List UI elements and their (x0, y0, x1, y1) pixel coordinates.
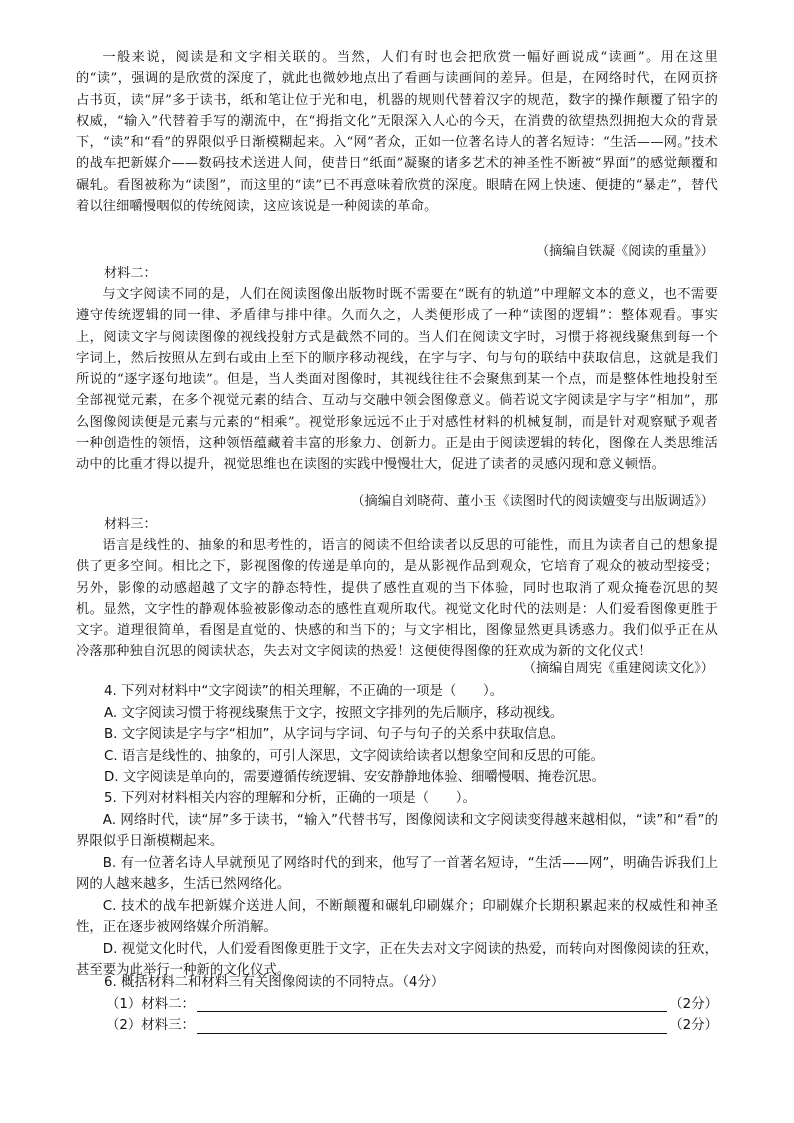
material-two-body: 与文字阅读不同的是，人们在阅读图像出版物时既不需要在“既有的轨道”中理解文本的意义，也不需要遵守传统逻辑的同一律、矛盾律与排中律。久而久之，人类便形成了一种“读图的逻辑”：整体观看。事实上，阅读文字与阅读图像的视线投射方式是截然不同的。当人们在阅读文字时，习惯于将视线聚焦到每一个字词上，然后按照从左到右或由上至下的顺序移动视线，在字与字、句与句的联结中获取信息，这就是我们所说的“逐字逐句地读”。但是，当人类面对图像时，其视线往往不会聚焦到某一个点，而是整体性地投射至全部视觉元素，在多个视觉元素的结合、互动与交融中领会图像意义。倘若说文字阅读是字与字“相加”，那么图像阅读便是元素与元素的“相乘”。视觉形象远远不止于对感性材料的机械复制，而是针对观察赋予观者一种创造性的领悟，这种领悟蕴藏着丰富的形象力、创新力。正是由于阅读逻辑的转化，图像在人类思维活动中的比重才得以提升，视觉思维也在读图的实践中慢慢壮大，促进了读者的灵感闪现和意义顿悟。 (76, 287, 718, 473)
question-5-option-d[interactable]: D. 视觉文化时代，人们爱看图像更胜于文字，正在失去对文字阅读的热爱，而转向对图像阅读的狂欢，甚至要为此举行一种新的文化仪式。 (76, 941, 718, 978)
material-three-body: 语言是线性的、抽象的和思考性的，语言的阅读不但给读者以反思的可能性，而且为读者自己的想象提供了更多空间。相比之下，影视图像的传递是单向的，是从影视作品到观众，它培育了观众的被动型接受；另外，影像的动感超越了文字的静态特性，提供了感性直观的当下体验，同时也取消了观众掩卷沉思的契机。显然，文字性的静观体验被影像动态的感性直观所取代。视觉文化时代的法则是：人们爱看图像更胜于文字。道理很简单，看图是直觉的、快感的和当下的；与文字相比，图像显然更具诱惑力。我们似乎正在从冷落那种独自沉思的阅读状态，失去对文字阅读的热爱！这便使得图像的狂欢成为新的文化仪式！ (76, 538, 718, 660)
question-5-stem: 5. 下列对材料相关内容的理解和分析，正确的一项是（ ）。 (104, 791, 476, 806)
question-4 (76, 681, 718, 789)
part-1-answer-line[interactable] (197, 995, 667, 1012)
question-4-option-a[interactable]: A. 文字阅读习惯于将视线聚焦于文字，按照文字排列的先后顺序，移动视线。 (104, 705, 564, 721)
material-three-heading: 材料三： (104, 517, 157, 532)
question-5 (76, 788, 718, 982)
question-6-stem: 6. 概括材料二和材料三有关图像阅读的不同特点。（4分） (104, 975, 445, 990)
material-two-heading: 材料二： (104, 266, 157, 281)
material-two-source: （摘编自刘晓荷、董小玉《读图时代的阅读嬗变与出版调适》） (351, 494, 714, 509)
material-one-body: 一般来说，阅读是和文字相关联的。当然，人们有时也会把欣赏一幅好画说成“读画”。用在这里的“读”，强调的是欣赏的深度了，就此也微妙地点出了看画与读画间的差异。但是，在网络时代，在网页挤占书页，读“屏”多于读书，纸和笔让位于光和电，机器的规则代替着汉字的规范，数字的操作颠覆了铅字的权威，“输入”代替着手写的潮流中，在“拇指文化”无限深入人心的今天，在消费的欲望热烈拥抱大众的背景下，“读”和“看”的界限似乎日渐模糊起来。入“网”者众，正如一位著名诗人的著名短诗：“生活——网。”技术的战车把新媒介——数码技术送进人间，使昔日“纸面”凝聚的诸多艺术的神圣性不断被“界面”的感觉颠覆和碾轧。看图被称为“读图”，而这里的“读”已不再意味着欣赏的深度。眼睛在网上快速、便捷的“暴走”，替代着以往细嚼慢咽似的传统阅读，这应该说是一种阅读的革命。 (76, 50, 718, 215)
question-5-option-c[interactable]: C. 技术的战车把新媒介送进人间，不断颠覆和碾轧印刷媒介；印刷媒介长期积累起来的权威性和神圣性，正在逐步被网络媒介所消解。 (76, 898, 718, 935)
question-4-stem: 4. 下列对材料中“文字阅读”的相关理解，不正确的一项是（ ）。 (104, 684, 504, 699)
question-5-option-a[interactable]: A. 网络时代，读“屏”多于读书，“输入”代替书写，图像阅读和文字阅读变得越来越相似，“读”和“看”的界限似乎日渐模糊起来。 (76, 812, 718, 849)
question-6 (76, 972, 718, 1037)
question-4-option-c[interactable]: C. 语言是线性的、抽象的，可引人深思，文字阅读给读者以想象空间和反思的可能。 (104, 748, 604, 764)
question-4-option-b[interactable]: B. 文字阅读是字与字“相加”，从字词与字词、句子与句子的关系中获取信息。 (104, 727, 565, 742)
part-1-label: （1）材料二： (106, 996, 195, 1012)
question-6-part-2 (76, 1015, 718, 1037)
part-2-score: （2分） (669, 1018, 718, 1033)
question-4-option-d[interactable]: D. 文字阅读是单向的，需要遵循传统逻辑、安安静静地体验、细嚼慢咽、掩卷沉思。 (104, 770, 605, 785)
question-5-option-b[interactable]: B. 有一位著名诗人早就预见了网络时代的到来，他写了一首著名短诗，“生活——网”，明确告诉我们上网的人越来越多，生活已然网络化。 (76, 855, 718, 892)
part-1-score: （2分） (669, 996, 718, 1012)
question-6-part-1 (76, 994, 718, 1016)
material-three-source: （摘编自周宪《重建阅读文化》） (522, 661, 714, 676)
part-2-label: （2）材料三： (106, 1018, 195, 1033)
part-2-answer-line[interactable] (197, 1017, 667, 1034)
material-one-source: （摘编自铁凝《阅读的重量》） (535, 244, 714, 259)
